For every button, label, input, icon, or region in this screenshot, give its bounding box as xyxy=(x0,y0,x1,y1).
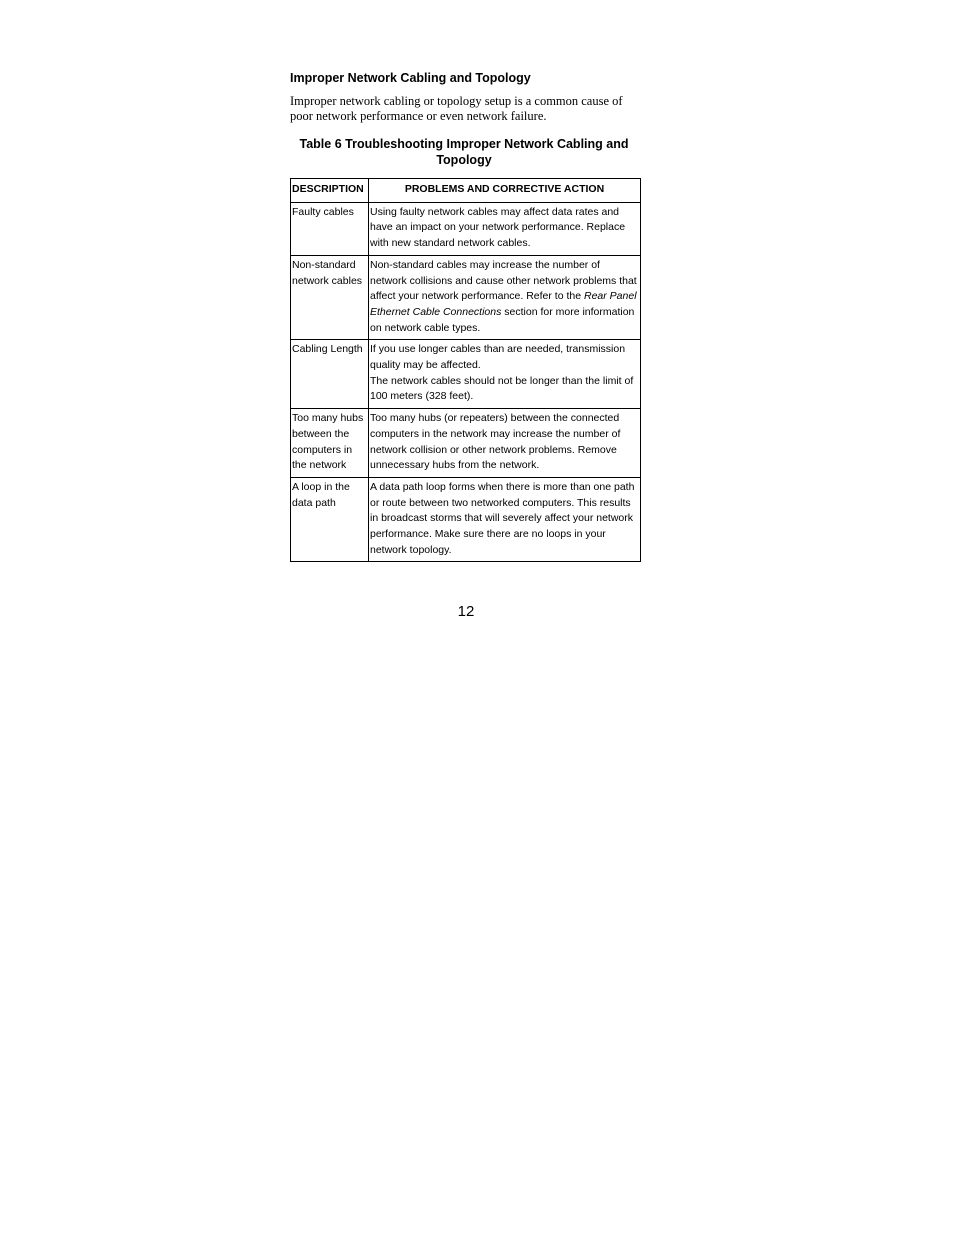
section-reference: Rear Panel Ethernet Cable Connections xyxy=(370,290,637,318)
table-row xyxy=(291,202,641,255)
row-action-text: The network cables should not be longer than the limit of 100 meters (328 feet). xyxy=(370,374,634,403)
table-caption xyxy=(290,136,638,168)
column-header-description: DESCRIPTION xyxy=(291,179,369,203)
table-row xyxy=(291,340,641,409)
row-action-text: Non-standard cables may increase the number of network collisions and cause other network problems that affect your network performance. Refer to the xyxy=(370,258,637,303)
table-header-row xyxy=(291,179,641,203)
intro-paragraph: Improper network cabling or topology setup is a common cause of poor network performance or even network failure. xyxy=(290,94,623,123)
row-action xyxy=(369,255,641,340)
section-heading: Improper Network Cabling and Topology xyxy=(290,71,531,85)
row-action: A data path loop forms when there is more than one path or route between two networked computers. This results in broadcast storms that will severely affect your network performance. Make sure there are no loops in your network topology. xyxy=(369,477,641,562)
troubleshooting-table xyxy=(290,178,641,562)
page-number: 12 xyxy=(457,603,475,620)
row-action: Too many hubs (or repeaters) between the connected computers in the network may increase the number of network collision or other network problems. Remove unnecessary hubs from the network. xyxy=(369,409,641,478)
page-content xyxy=(290,70,640,562)
table-caption-line2: Topology xyxy=(436,153,492,167)
row-description: Non-standard network cables xyxy=(291,255,369,340)
row-action-text: section for more information on network cable types. xyxy=(370,305,635,334)
table-caption-line1: Table 6 Troubleshooting Improper Network Cabling and xyxy=(299,137,629,151)
row-description: Cabling Length xyxy=(291,340,369,409)
table-row xyxy=(291,255,641,340)
column-header-action: PROBLEMS AND CORRECTIVE ACTION xyxy=(369,179,641,203)
table-row xyxy=(291,409,641,478)
table-row xyxy=(291,477,641,562)
row-description: Faulty cables xyxy=(291,202,369,255)
row-action: Using faulty network cables may affect data rates and have an impact on your network performance. Replace with new standard network cables. xyxy=(369,202,641,255)
row-action-text: If you use longer cables than are needed, transmission quality may be affected. xyxy=(370,343,626,372)
row-description: A loop in the data path xyxy=(291,477,369,562)
row-description: Too many hubs between the computers in the network xyxy=(291,409,369,478)
row-action xyxy=(369,340,641,409)
